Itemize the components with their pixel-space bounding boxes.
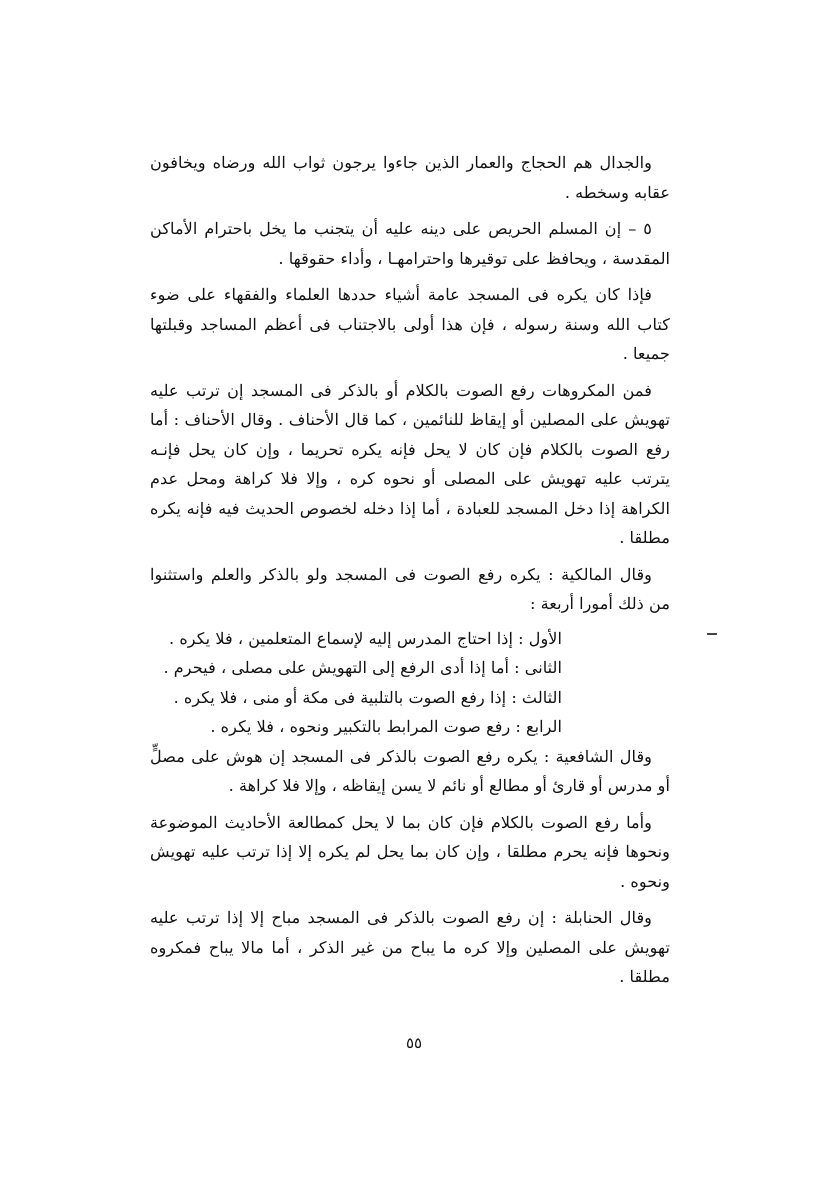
list-item-fourth: الرابع : رفع صوت المرابط بالتكبير ونحوه ، فلا يكره .	[210, 717, 562, 736]
list-item-second: الثانى : أما إذا أدى الرفع إلى التهويش على مصلى ، فيحرم .	[163, 658, 562, 677]
paragraph-hanafi-opinion: فمن المكروهات رفع الصوت بالكلام أو بالذكر فى المسجد إن ترتب عليه تهويش على المصلين أو إيقاظ للنائمين ، كما قال الأحناف . وقال الأحناف : أما رفع الصوت بالكلام فإن كان لا يحل فإنه يكره تحريما ، وإن كان يحل فإنـه يترتب عليه تهويش على المصلى أو نحوه كره ، وإلا فلا كراهة ومحل عدم الكراهة إذا دخل المسجد للعبادة ، أما إذا دخله لخصوص الحديث فيه فإنه يكره مطلقا .	[150, 380, 670, 547]
paragraph-speech-ruling: وأما رفع الصوت بالكلام فإن كان بما لا يحل كمطالعة الأحاديث الموضوعة ونحوها فإنه يحرم مطلقا ، وإن كان بما يحل لم يكره إلا إذا ترتب عليه تهويش ونحوه .	[150, 812, 670, 891]
margin-mark	[707, 633, 717, 635]
paragraph-hanbali-opinion: وقال الحنابلة : إن رفع الصوت بالذكر فى المسجد مباح إلا إذا ترتب عليه تهويش على المصلين وإلا كره ما يباح من غير الذكر ، أما مالا يباح فمكروه مطلقا .	[150, 908, 670, 986]
paragraph-item-5: ٥ – إن المسلم الحريص على دينه عليه أن يتجنب ما يخل باحترام الأماكن المقدسة ، ويحافظ على توقيرها واحترامهـا ، وأداء حقوقها .	[150, 219, 670, 268]
page-body	[150, 148, 670, 992]
list-item-first: الأول : إذا احتاج المدرس إليه لإسماع المتعلمين ، فلا يكره .	[169, 628, 562, 648]
paragraph-continuation: والجدال هم الحجاج والعمار الذين جاءوا يرجون ثواب الله ورضاه ويخافون عقابه وسخطه .	[150, 153, 670, 202]
paragraph-disliked-in-mosque: فإذا كان يكره فى المسجد عامة أشياء حددها العلماء والفقهاء على ضوء كتاب الله وسنة رسوله ، فإن هذا أولى بالاجتناب فى أعظم المساجد وقبلتها جميعا .	[150, 285, 670, 363]
list-item-third: الثالث : إذا رفع الصوت بالتلبية فى مكة أو منى ، فلا يكره .	[173, 687, 562, 707]
paragraph-shafii-opinion: وقال الشافعية : يكره رفع الصوت بالذكر فى المسجد إن هوش على مصلٍّ أو مدرس أو قارئ أو مطالع أو نائم لا يسن إيقاظه ، وإلا فلا كراهة .	[150, 746, 670, 795]
paragraph-maliki-intro: وقال المالكية : يكره رفع الصوت فى المسجد ولو بالذكر والعلم واستثنوا من ذلك أمورا أربعة :	[150, 564, 670, 613]
page-number: ٥٥	[405, 1034, 423, 1052]
